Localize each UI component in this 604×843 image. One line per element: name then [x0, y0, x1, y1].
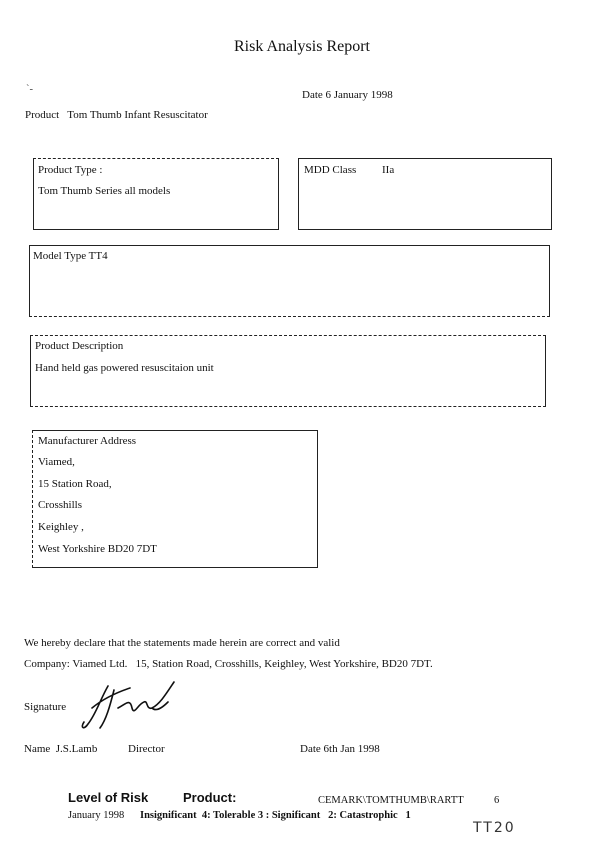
manufacturer-line-4: Keighley ,: [38, 521, 84, 533]
handwritten-note: TT20: [473, 820, 516, 836]
signature-image: [78, 678, 188, 734]
report-date: Date 6 January 1998: [302, 89, 393, 101]
scan-mark: `-: [26, 84, 33, 95]
manufacturer-label: Manufacturer Address: [38, 435, 137, 447]
footer-product: Product:: [183, 790, 237, 805]
footer-risk-scale: Insignificant 4: Tolerable 3 : Significant 2: Catastrophic 1: [140, 810, 411, 821]
footer-page-number: 6: [494, 795, 500, 806]
product-type-label: Product Type :: [38, 164, 103, 176]
manufacturer-line-3: Crosshills: [38, 499, 83, 511]
product-description-label: Product Description: [35, 340, 124, 352]
declaration-statement: We hereby declare that the statements made herein are correct and valid: [24, 637, 340, 649]
mdd-class-label: MDD Class: [304, 164, 357, 176]
signature-label: Signature: [24, 701, 67, 713]
product-line: Product Tom Thumb Infant Resuscitator: [25, 109, 208, 121]
product-description-value: Hand held gas powered resuscitaion unit: [35, 362, 214, 374]
manufacturer-line-1: Viamed,: [38, 456, 75, 468]
manufacturer-line-5: West Yorkshire BD20 7DT: [38, 543, 157, 555]
footer-date-prefix: January 1998: [68, 810, 125, 821]
declaration-date: Date 6th Jan 1998: [300, 743, 380, 755]
model-type-label: Model Type TT4: [33, 250, 108, 262]
company-line: Company: Viamed Ltd. 15, Station Road, Crosshills, Keighley, West Yorkshire, BD20 7DT.: [24, 658, 433, 670]
signatory-name: Name J.S.Lamb: [24, 743, 98, 755]
footer-file-ref: CEMARK\TOMTHUMB\RARTT: [318, 795, 464, 806]
product-type-value: Tom Thumb Series all models: [38, 185, 171, 197]
mdd-class-value: IIa: [382, 164, 395, 176]
signatory-role: Director: [128, 743, 165, 755]
manufacturer-line-2: 15 Station Road,: [38, 478, 112, 490]
page-title: Risk Analysis Report: [233, 38, 370, 55]
footer-level-of-risk: Level of Risk: [68, 790, 149, 805]
